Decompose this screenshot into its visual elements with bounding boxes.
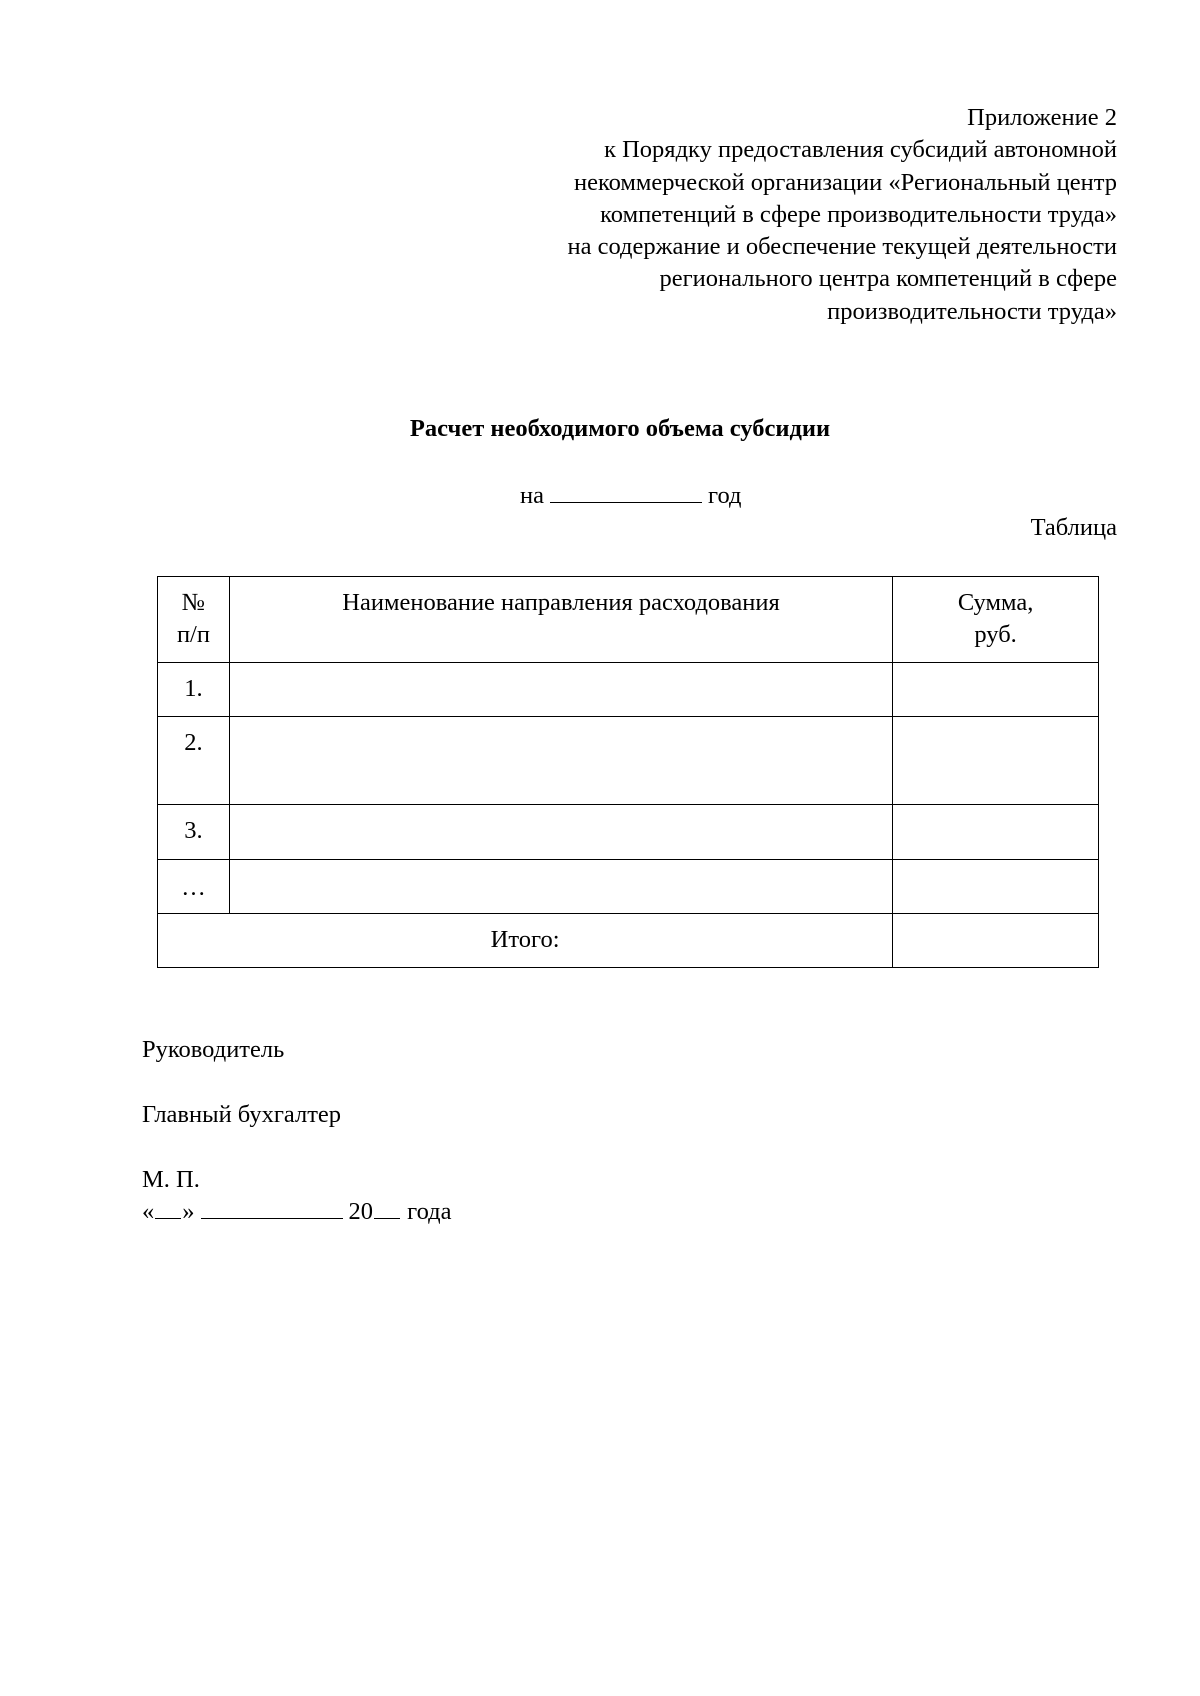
row-name-cell[interactable] <box>229 663 892 717</box>
row-number-cell: 1. <box>158 663 230 717</box>
header-number-cell <box>158 577 230 663</box>
date-close-quote: » <box>182 1198 195 1225</box>
table-total-row <box>158 914 1099 968</box>
chief-accountant-signature-label: Главный бухгалтер <box>142 1101 342 1128</box>
table-row <box>158 717 1099 805</box>
date-year-blank[interactable] <box>374 1196 400 1219</box>
header-sum-line1: Сумма, <box>957 589 1034 616</box>
appendix-header <box>417 102 1117 328</box>
row-name-cell[interactable] <box>229 717 892 805</box>
year-blank-field[interactable] <box>550 480 702 503</box>
appendix-line: на содержание и обеспечение текущей деятельности <box>567 233 1117 261</box>
header-sum-line2: руб. <box>974 621 1017 648</box>
appendix-line: компетенций в сфере производительности труда» <box>600 200 1117 228</box>
document-title: Расчет необходимого объема субсидии <box>409 415 831 442</box>
row-number-cell: … <box>158 860 230 914</box>
date-year-prefix: 20 <box>348 1198 373 1225</box>
total-label-cell: Итого: <box>158 914 893 968</box>
total-sum-cell[interactable] <box>893 914 1099 968</box>
date-day-blank[interactable] <box>155 1196 181 1219</box>
header-number-line1: № <box>181 589 206 616</box>
year-suffix: год <box>708 482 742 509</box>
table-row <box>158 805 1099 860</box>
row-sum-cell[interactable] <box>893 717 1099 805</box>
seal-place-label: М. П. <box>142 1166 200 1193</box>
row-sum-cell[interactable] <box>893 663 1099 717</box>
table-header-row <box>158 577 1099 663</box>
date-suffix: года <box>407 1198 452 1225</box>
signature-block <box>142 1034 451 1228</box>
head-signature-label: Руководитель <box>142 1036 285 1063</box>
table-label: Таблица <box>1030 514 1117 541</box>
date-open-quote: « <box>142 1198 155 1225</box>
row-sum-cell[interactable] <box>893 805 1099 860</box>
table-row <box>158 860 1099 914</box>
header-sum-cell <box>893 577 1099 663</box>
year-prefix: на <box>520 482 544 509</box>
appendix-line: Приложение 2 <box>967 104 1117 131</box>
subsidy-table <box>157 576 1099 968</box>
year-line <box>520 480 741 512</box>
table-row <box>158 663 1099 717</box>
appendix-line: производительности труда» <box>827 297 1117 325</box>
header-number-line2: п/п <box>176 621 210 648</box>
row-name-cell[interactable] <box>229 860 892 914</box>
row-sum-cell[interactable] <box>893 860 1099 914</box>
appendix-line: регионального центра компетенций в сфере <box>659 265 1117 293</box>
appendix-line: некоммерческой организации «Региональный центр <box>573 168 1117 196</box>
appendix-line: к Порядку предоставления субсидий автономной <box>604 136 1117 164</box>
header-name-cell: Наименование направления расходования <box>229 577 892 663</box>
row-name-cell[interactable] <box>229 805 892 860</box>
date-month-blank[interactable] <box>201 1196 343 1219</box>
date-line <box>142 1196 451 1228</box>
row-number-cell: 3. <box>158 805 230 860</box>
row-number-cell: 2. <box>158 717 230 805</box>
